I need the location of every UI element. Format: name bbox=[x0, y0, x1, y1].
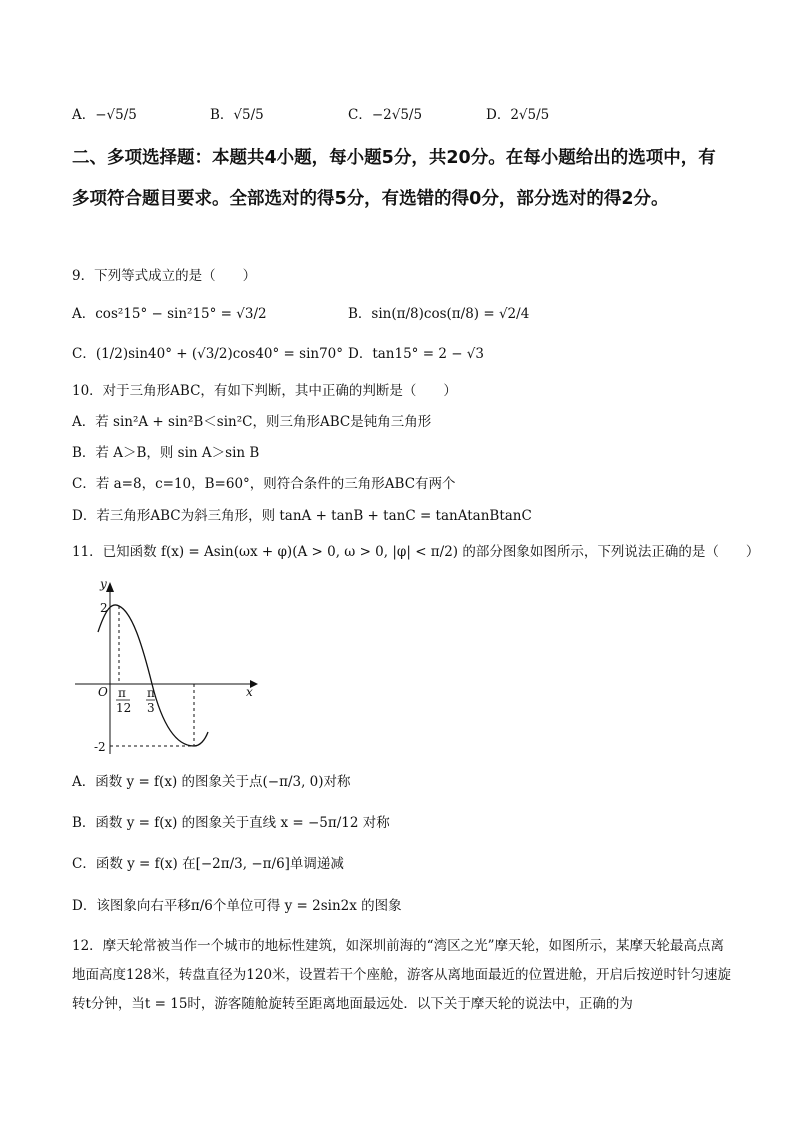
q10-option-b: B．若 A＞B，则 sin A＞sin B bbox=[72, 445, 260, 461]
q8-option-b: B．√5/5 bbox=[210, 107, 264, 123]
y-min-label: -2 bbox=[94, 740, 106, 754]
q9-stem: 9．下列等式成立的是（ ） bbox=[72, 268, 257, 284]
q10-option-c: C．若 a=8，c=10，B=60°，则符合条件的三角形ABC有两个 bbox=[72, 476, 456, 492]
origin-label: O bbox=[98, 685, 108, 699]
y-axis-arrow-icon bbox=[106, 582, 114, 592]
x-tick-pi12-num: π bbox=[118, 686, 126, 700]
sine-graph-figure bbox=[70, 574, 270, 759]
q11-option-c: C．函数 y = f(x) 在[−2π/3, −π/6]单调递减 bbox=[72, 856, 344, 872]
x-axis-label: x bbox=[246, 685, 253, 699]
q9-option-d: D．tan15° = 2 − √3 bbox=[348, 346, 484, 362]
q10-stem: 10．对于三角形ABC，有如下判断，其中正确的判断是（ ） bbox=[72, 383, 457, 399]
q11-option-a: A．函数 y = f(x) 的图象关于点(−π/3, 0)对称 bbox=[72, 774, 351, 790]
q8-option-c: C．−2√5/5 bbox=[348, 107, 423, 123]
y-max-label: 2 bbox=[100, 601, 108, 615]
q9-option-b: B．sin(π/8)cos(π/8) = √2/4 bbox=[348, 306, 530, 322]
x-tick-pi12-den: 12 bbox=[116, 701, 132, 715]
q10-option-d: D．若三角形ABC为斜三角形，则 tanA + tanB + tanC = tanAtanBtanC bbox=[72, 508, 532, 524]
q11-stem: 11．已知函数 f(x) = Asin(ωx + φ)(A > 0, ω > 0, |φ| < π/2) 的部分图象如图所示，下列说法正确的是（ ） bbox=[72, 544, 760, 560]
section-heading: 二、多项选择题：本题共4小题，每小题5分，共20分。在每小题给出的选项中，有多项符合题目要求。全部选对的得5分，有选错的得0分，部分选对的得2分。 bbox=[72, 148, 716, 209]
q11-option-b: B．函数 y = f(x) 的图象关于直线 x = −5π/12 对称 bbox=[72, 815, 390, 831]
q10-option-a: A．若 sin²A + sin²B＜sin²C，则三角形ABC是钝角三角形 bbox=[72, 414, 432, 430]
x-tick-pi3-den: 3 bbox=[147, 701, 155, 715]
q9-option-a: A．cos²15° − sin²15° = √3/2 bbox=[72, 306, 267, 322]
sine-curve bbox=[98, 605, 208, 746]
q8-option-d: D．2√5/5 bbox=[486, 107, 550, 123]
q8-option-a: A．−√5/5 bbox=[72, 107, 137, 123]
q12-text: 12．摩天轮常被当作一个城市的地标性建筑，如深圳前海的“湾区之光”摩天轮，如图所示，某摩天轮最高点离地面高度128米，转盘直径为120米，设置若干个座舱，游客从离地面最近的位置进舱，开启后按逆时针匀速旋转t分钟，当t = 15时，游客随舱旋转至距离地面最远处．以下关于摩天轮的说法中，正确的为 bbox=[72, 938, 732, 1012]
q11-option-d: D．该图象向右平移π/6个单位可得 y = 2sin2x 的图象 bbox=[72, 898, 402, 914]
y-axis-label: y bbox=[100, 577, 107, 591]
x-tick-pi3-num: π bbox=[147, 686, 155, 700]
q9-option-c: C．(1/2)sin40° + (√3/2)cos40° = sin70° bbox=[72, 346, 344, 362]
